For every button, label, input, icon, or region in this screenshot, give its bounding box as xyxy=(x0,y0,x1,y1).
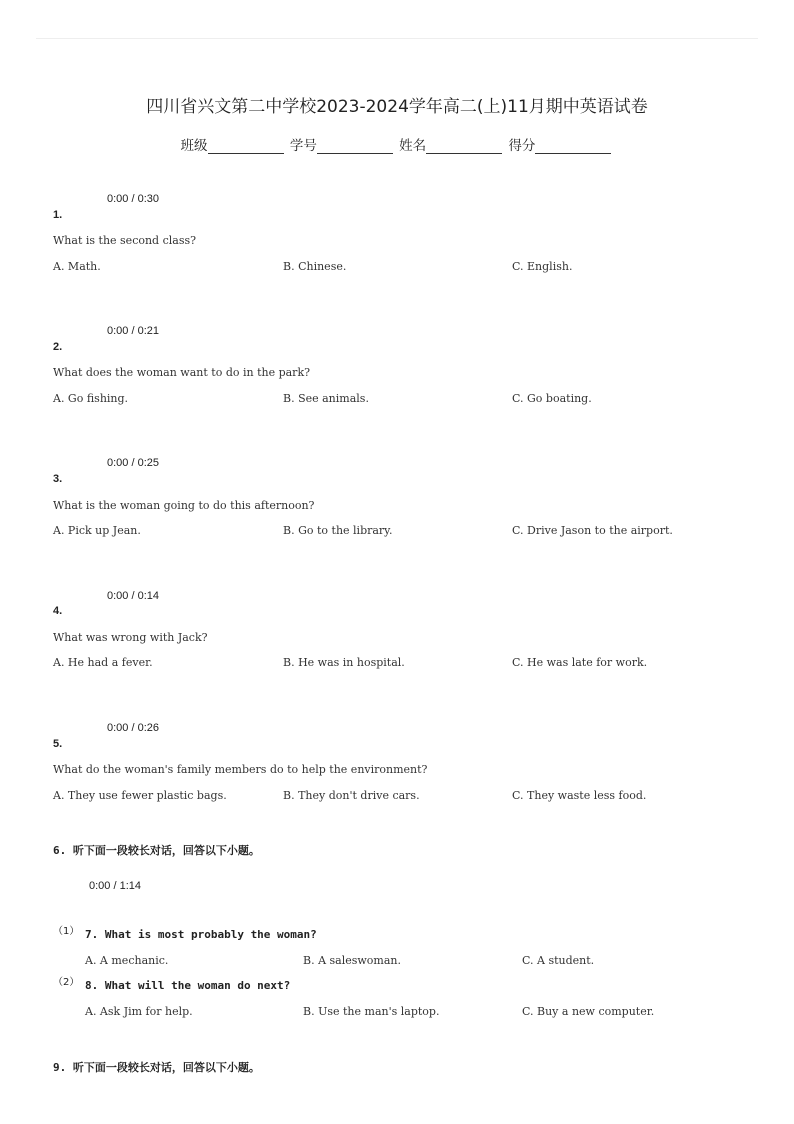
sub-question-index: （1） xyxy=(53,926,80,937)
option-a[interactable]: A. He had a fever. xyxy=(53,656,153,669)
sub-question-index: （2） xyxy=(53,977,80,988)
option-b[interactable]: B. They don't drive cars. xyxy=(283,789,420,802)
page-title: 四川省兴文第二中学校2023-2024学年高二(上)11月期中英语试卷 xyxy=(146,97,648,117)
question-number: 4. xyxy=(53,605,63,617)
option-a[interactable]: A. Math. xyxy=(53,260,101,273)
audio-player-q2[interactable]: 0:00 / 0:21 xyxy=(107,325,159,337)
student-id-blank[interactable] xyxy=(317,139,393,154)
option-c[interactable]: C. He was late for work. xyxy=(512,656,648,669)
option-c[interactable]: C. Drive Jason to the airport. xyxy=(512,524,673,537)
option-b[interactable]: B. See animals. xyxy=(283,392,369,405)
page-top-divider xyxy=(36,38,758,39)
question-text: What is the woman going to do this afternoon? xyxy=(53,499,315,512)
option-b[interactable]: B. He was in hospital. xyxy=(283,656,405,669)
audio-player-q4[interactable]: 0:00 / 0:14 xyxy=(107,590,159,602)
option-a[interactable]: A. A mechanic. xyxy=(85,954,169,967)
class-blank[interactable] xyxy=(208,139,284,154)
question-text: What is the second class? xyxy=(53,234,197,247)
option-c[interactable]: C. A student. xyxy=(522,954,595,967)
name-label: 姓名 xyxy=(399,138,427,154)
score-label: 得分 xyxy=(508,138,536,154)
option-c[interactable]: C. Go boating. xyxy=(512,392,592,405)
option-c[interactable]: C. Buy a new computer. xyxy=(522,1005,655,1018)
audio-player-section6[interactable]: 0:00 / 1:14 xyxy=(89,880,141,892)
question-number: 3. xyxy=(53,473,63,485)
audio-player-q5[interactable]: 0:00 / 0:26 xyxy=(107,722,159,734)
option-b[interactable]: B. A saleswoman. xyxy=(303,954,402,967)
option-c[interactable]: C. English. xyxy=(512,260,573,273)
section-heading: 6. 听下面一段较长对话，回答以下小题。 xyxy=(53,844,260,857)
option-a[interactable]: A. Go fishing. xyxy=(53,392,129,405)
option-a[interactable]: A. They use fewer plastic bags. xyxy=(53,789,227,802)
name-blank[interactable] xyxy=(426,139,502,154)
option-b[interactable]: B. Go to the library. xyxy=(283,524,393,537)
question-number: 5. xyxy=(53,738,63,750)
section-heading: 9. 听下面一段较长对话，回答以下小题。 xyxy=(53,1061,260,1074)
option-a[interactable]: A. Ask Jim for help. xyxy=(85,1005,193,1018)
sub-question-text: 7. What is most probably the woman? xyxy=(85,928,317,941)
audio-player-q1[interactable]: 0:00 / 0:30 xyxy=(107,193,159,205)
question-number: 1. xyxy=(53,209,63,221)
question-number: 2. xyxy=(53,341,63,353)
question-text: What was wrong with Jack? xyxy=(53,631,208,644)
option-c[interactable]: C. They waste less food. xyxy=(512,789,647,802)
option-b[interactable]: B. Chinese. xyxy=(283,260,347,273)
question-text: What do the woman's family members do to help the environment? xyxy=(53,763,428,776)
option-b[interactable]: B. Use the man's laptop. xyxy=(303,1005,440,1018)
class-label: 班级 xyxy=(180,138,208,154)
audio-player-q3[interactable]: 0:00 / 0:25 xyxy=(107,457,159,469)
option-a[interactable]: A. Pick up Jean. xyxy=(53,524,141,537)
score-blank[interactable] xyxy=(535,139,611,154)
student-info-row xyxy=(0,134,794,154)
sub-question-text: 8. What will the woman do next? xyxy=(85,979,291,992)
student-id-label: 学号 xyxy=(289,138,317,154)
question-text: What does the woman want to do in the park? xyxy=(53,366,311,379)
